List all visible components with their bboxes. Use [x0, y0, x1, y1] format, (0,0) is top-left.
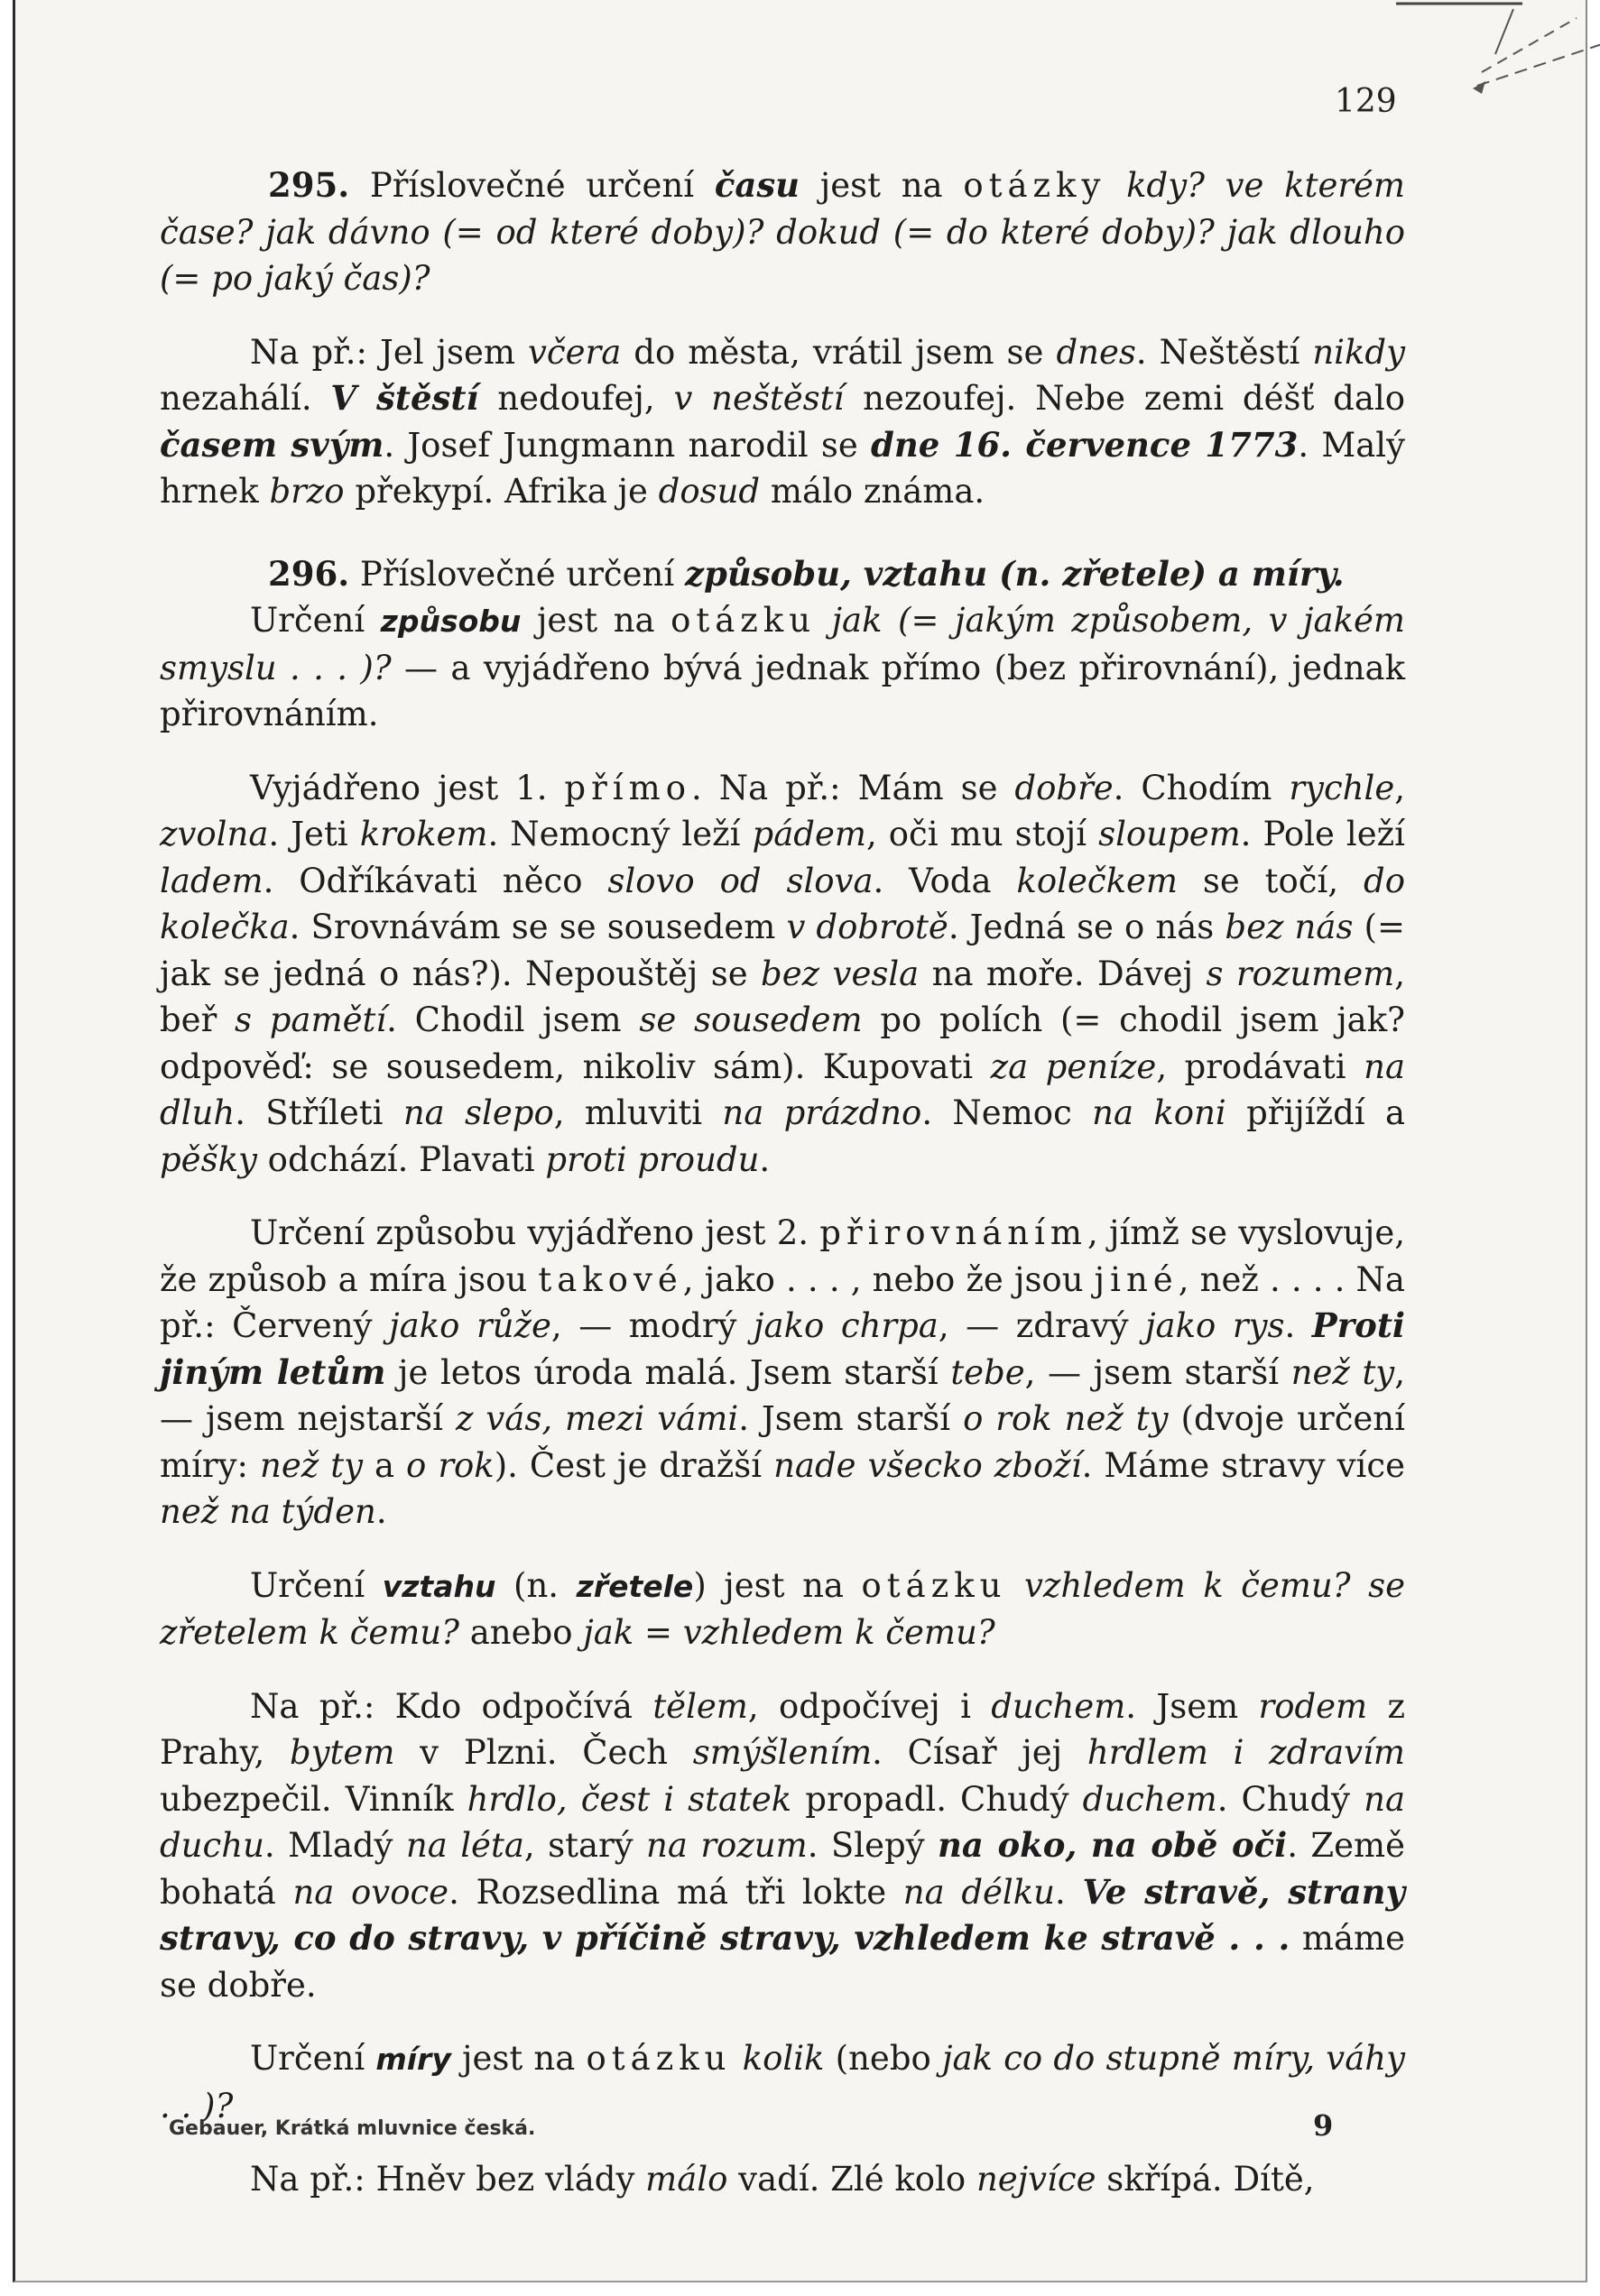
text: (= jak se jedná o nás?). Nepouštěj se [160, 908, 1405, 993]
page-number: 129 [1335, 83, 1397, 120]
example-term: kolečkem [1016, 861, 1178, 900]
text: propadl. Chudý [791, 1779, 1083, 1819]
text: na moře. Dávej [919, 954, 1207, 993]
text: máme se dobře. [160, 1919, 1406, 2005]
example-term: proti proudu [545, 1139, 760, 1179]
paragraph-relation-examples [160, 1683, 1405, 2009]
example-term: na duchu [160, 1779, 1406, 1865]
text: , — jsem nejstarší [160, 1352, 1405, 1438]
term: vztahu [382, 1568, 496, 1604]
example-term: tebe [950, 1352, 1025, 1392]
text: . Jedná se o nás [948, 908, 1225, 946]
text: , než . . . . Na př.: Červený [160, 1259, 1405, 1345]
example-term: bez vesla [761, 954, 920, 993]
text: se točí, [1177, 861, 1364, 900]
text: Určení [250, 601, 381, 640]
text: . Josef Jungmann narodil se [384, 425, 872, 465]
example-term: pádem [752, 815, 866, 853]
text [1006, 1566, 1024, 1605]
text: nedoufej, [478, 379, 674, 418]
paragraph-measure-examples [160, 2156, 1405, 2203]
heading-spaced-word: otázky [963, 166, 1106, 205]
example-term: smýšlením [692, 1733, 873, 1772]
text: ). Čest je dražší [494, 1445, 774, 1485]
term: zřetele [576, 1568, 694, 1604]
heading-text: Příslovečné určení [369, 166, 695, 205]
spaced-word: otázku [671, 601, 817, 640]
text: v Plzni. Čech [394, 1733, 693, 1772]
question: jak (= jakým způsobem, v jakém smyslu . . . )? [160, 601, 1405, 687]
example-term: tělem [652, 1686, 748, 1726]
text: skřípá. Dítě, [1096, 2160, 1315, 2199]
text: . Odříkávati něco [263, 861, 608, 900]
example-term: jako rys [1145, 1306, 1285, 1345]
text: . Malý hrnek [160, 425, 1405, 511]
question: vzhledem k čemu? se zřetelem k čemu? [160, 1565, 1405, 1652]
example-term: na koni [1092, 1093, 1226, 1132]
example-term: duchem [991, 1686, 1126, 1726]
heading-text: jest na [819, 166, 943, 205]
text: , odpočívej i [747, 1686, 992, 1726]
example-term: V štěstí [330, 378, 479, 418]
example-term: do kolečka [160, 861, 1405, 946]
text: . [375, 1492, 387, 1531]
example-term: nade všecko zboží [773, 1445, 1082, 1485]
text: . Chudý [1216, 1779, 1364, 1819]
example-term: jako chrpa [754, 1306, 939, 1345]
text: , — modrý [550, 1306, 754, 1345]
section-number: 295. [268, 165, 350, 205]
example-term: za peníze [990, 1047, 1157, 1086]
text: Určení způsobu vyjádřeno jest 2. [250, 1213, 820, 1252]
heading-term: času [714, 165, 800, 205]
example-term: pěšky [160, 1139, 257, 1179]
heading-term: způsobu, vztahu (n. zřetele) a míry. [684, 553, 1345, 594]
text: přijíždí a [1225, 1093, 1406, 1132]
text: . Chodil jsem [386, 1000, 640, 1039]
spaced-word: otázku [586, 2039, 732, 2078]
text: . Nemocný leží [487, 815, 753, 853]
text: (dvoje určení míry: [160, 1399, 1405, 1485]
example-term: než ty [259, 1445, 363, 1485]
book-page [13, 0, 1587, 2282]
paragraph-relation [160, 1563, 1405, 1656]
term: míry [375, 2042, 451, 2077]
corner-pencil-marks [1396, 0, 1600, 117]
text: . [1284, 1306, 1312, 1345]
text: a [362, 1445, 407, 1485]
text: . Pole leží [1240, 815, 1405, 853]
text: . Jsem starší [738, 1399, 964, 1438]
text: . Máme stravy více [1081, 1445, 1406, 1485]
example-term: včera [528, 332, 622, 372]
example-term: s pamětí [235, 1000, 387, 1039]
example-term: na dluh [160, 1047, 1405, 1132]
footer-source: Gebauer, Krátká mluvnice česká. [169, 2117, 536, 2140]
text: Určení [250, 1565, 383, 1605]
text: nezoufej. Nebe zemi déšť dalo [844, 379, 1405, 418]
question: jak = vzhledem k čemu? [583, 1613, 995, 1652]
text: . [759, 1139, 771, 1179]
text: Na př.: Kdo odpočívá [250, 1686, 653, 1726]
text: Určení [250, 2039, 376, 2078]
spaced-word: otázku [861, 1565, 1007, 1605]
example-term: z vás, mezi vámi [455, 1399, 739, 1438]
heading-text: Příslovečné určení [359, 554, 675, 594]
example-label: Na př.: [250, 332, 367, 372]
example-term: na délku [902, 1872, 1056, 1912]
text: . Nemoc [921, 1093, 1093, 1132]
example-term: než ty [1290, 1352, 1395, 1392]
example-term: na rozum [646, 1826, 808, 1865]
example-term: na slepo [402, 1093, 554, 1132]
text: . [1055, 1872, 1083, 1912]
signature-mark: 9 [1313, 2108, 1334, 2143]
example-term: na prázdno [722, 1093, 922, 1132]
text: . Jeti [268, 815, 360, 853]
text: , mluviti [553, 1093, 723, 1132]
text: jest na [450, 2039, 587, 2078]
example-term: rodem [1258, 1686, 1368, 1726]
example-term: v neštěstí [673, 379, 845, 418]
text: , [1394, 768, 1405, 807]
text: . Stříleti [235, 1093, 403, 1132]
paragraph-comparison [160, 1210, 1405, 1535]
paragraph-measure [160, 2035, 1405, 2129]
example-term: bytem [289, 1733, 395, 1772]
question: kolik [742, 2039, 825, 2078]
text: . Slepý [807, 1826, 939, 1865]
example-term: dne 16. července 1773 [871, 424, 1299, 465]
question: jak co do stupně míry, váhy . . )? [160, 2039, 1405, 2125]
text: , beř [160, 954, 1405, 1039]
example-term: jako růže [389, 1306, 551, 1345]
text: , — jsem starší [1024, 1352, 1291, 1392]
text: (nebo [824, 2039, 942, 2078]
text: (n. [495, 1565, 577, 1605]
text: . Císař jej [872, 1733, 1087, 1772]
text [816, 601, 832, 640]
text: jest na [521, 601, 671, 640]
example-term: na ovoce [292, 1872, 449, 1912]
example-term: málo [645, 2160, 728, 2199]
text: . Mladý [264, 1826, 406, 1865]
text: . Země bohatá [160, 1826, 1405, 1912]
text: Jel jsem [366, 332, 528, 372]
example-term: nejvíce [976, 2160, 1096, 2199]
text: , jako . . . , nebo že jsou [682, 1259, 1095, 1299]
page-body [160, 162, 1405, 2203]
example-term: časem svým [160, 424, 384, 465]
example-term: duchem [1082, 1779, 1217, 1819]
section-296-heading [160, 551, 1405, 598]
section-number: 296. [268, 553, 350, 594]
example-term: o rok [406, 1445, 495, 1485]
spaced-word: takové [538, 1259, 683, 1299]
text: . Srovnávám se se sousedem [289, 908, 787, 946]
example-term: na léta [405, 1826, 524, 1865]
spaced-word: přímo [564, 768, 691, 807]
example-term: dnes [1056, 332, 1136, 372]
spaced-word: jiné [1094, 1259, 1179, 1299]
example-term: sloupem [1098, 815, 1241, 853]
example-term: se sousedem [639, 1000, 863, 1039]
heading-questions: kdy? ve kterém čase? jak dávno (= od které doby)? dokud (= do které doby)? jak dlouho (= po jaký čas)? [160, 166, 1406, 298]
text: Na př.: Hněv bez vlády [250, 2160, 646, 2199]
example-term: o rok než ty [963, 1399, 1169, 1438]
text: překypí. Afrika je [344, 472, 659, 511]
text: anebo [458, 1613, 584, 1652]
text: , oči mu stojí [865, 815, 1099, 853]
text: po polích (= chodil jsem jak? odpověď: se sousedem, nikoliv sám). Kupovati [160, 1000, 1405, 1086]
text: do města, vrátil jsem se [621, 332, 1057, 372]
example-term: hrdlem i zdravím [1087, 1733, 1405, 1772]
text: , prodávati [1156, 1047, 1364, 1086]
term: způsobu [380, 604, 522, 639]
text: nezahálí. [160, 379, 331, 418]
text: , jímž se vyslovuje, že způsob a míra jsou [160, 1213, 1405, 1299]
example-term: nikdy [1312, 332, 1405, 372]
text: Vyjádřeno jest 1. [250, 768, 565, 807]
text: . Na př.: Mám se [691, 768, 1015, 807]
example-term: rychle [1289, 768, 1395, 807]
example-term: dobře [1014, 768, 1114, 807]
example-term: v dobrotě [786, 908, 948, 946]
example-term: na oko, na obě oči [938, 1825, 1288, 1865]
text: ubezpečil. Vinník [160, 1779, 467, 1819]
text [731, 2039, 742, 2078]
text: je letos úroda malá. Jsem starší [385, 1352, 951, 1392]
paragraph-manner [160, 597, 1405, 738]
text: z Prahy, [160, 1686, 1405, 1772]
text: vadí. Zlé kolo [727, 2160, 976, 2199]
text: , starý [523, 1826, 647, 1865]
example-term: Ve stravě, strany stravy, co do stravy, v příčině stravy, vzhledem ke stravě . . . [160, 1871, 1405, 1958]
text: , — zdravý [938, 1306, 1146, 1345]
text: . Chodím [1113, 768, 1290, 807]
example-term: bez nás [1225, 908, 1354, 946]
example-term: s rozumem [1206, 954, 1395, 993]
text: . Voda [873, 861, 1017, 900]
spaced-word: přirovnáním [819, 1213, 1088, 1252]
example-term: Proti jiným letům [160, 1305, 1405, 1392]
text: odchází. Plavati [256, 1139, 546, 1179]
text: . Jsem [1125, 1686, 1259, 1726]
text: málo známa. [760, 472, 985, 511]
example-term: než na týden [160, 1492, 376, 1531]
example-term: krokem [359, 815, 488, 853]
section-295-examples [160, 329, 1405, 515]
text: . Neštěstí [1135, 332, 1313, 372]
example-term: brzo [269, 472, 345, 511]
paragraph-direct [160, 765, 1405, 1184]
text: . Rozsedlina má tři lokte [449, 1872, 903, 1912]
example-term: zvolna [160, 815, 269, 853]
example-term: dosud [658, 472, 761, 511]
example-term: ladem [160, 861, 264, 900]
example-term: slovo od slova [607, 861, 874, 900]
text: ) jest na [693, 1565, 862, 1605]
section-295-heading [160, 162, 1405, 302]
example-term: hrdlo, čest i statek [467, 1779, 792, 1819]
text: — a vyjádřeno bývá jednak přímo (bez přirovnání), jednak přirovnáním. [160, 648, 1405, 733]
